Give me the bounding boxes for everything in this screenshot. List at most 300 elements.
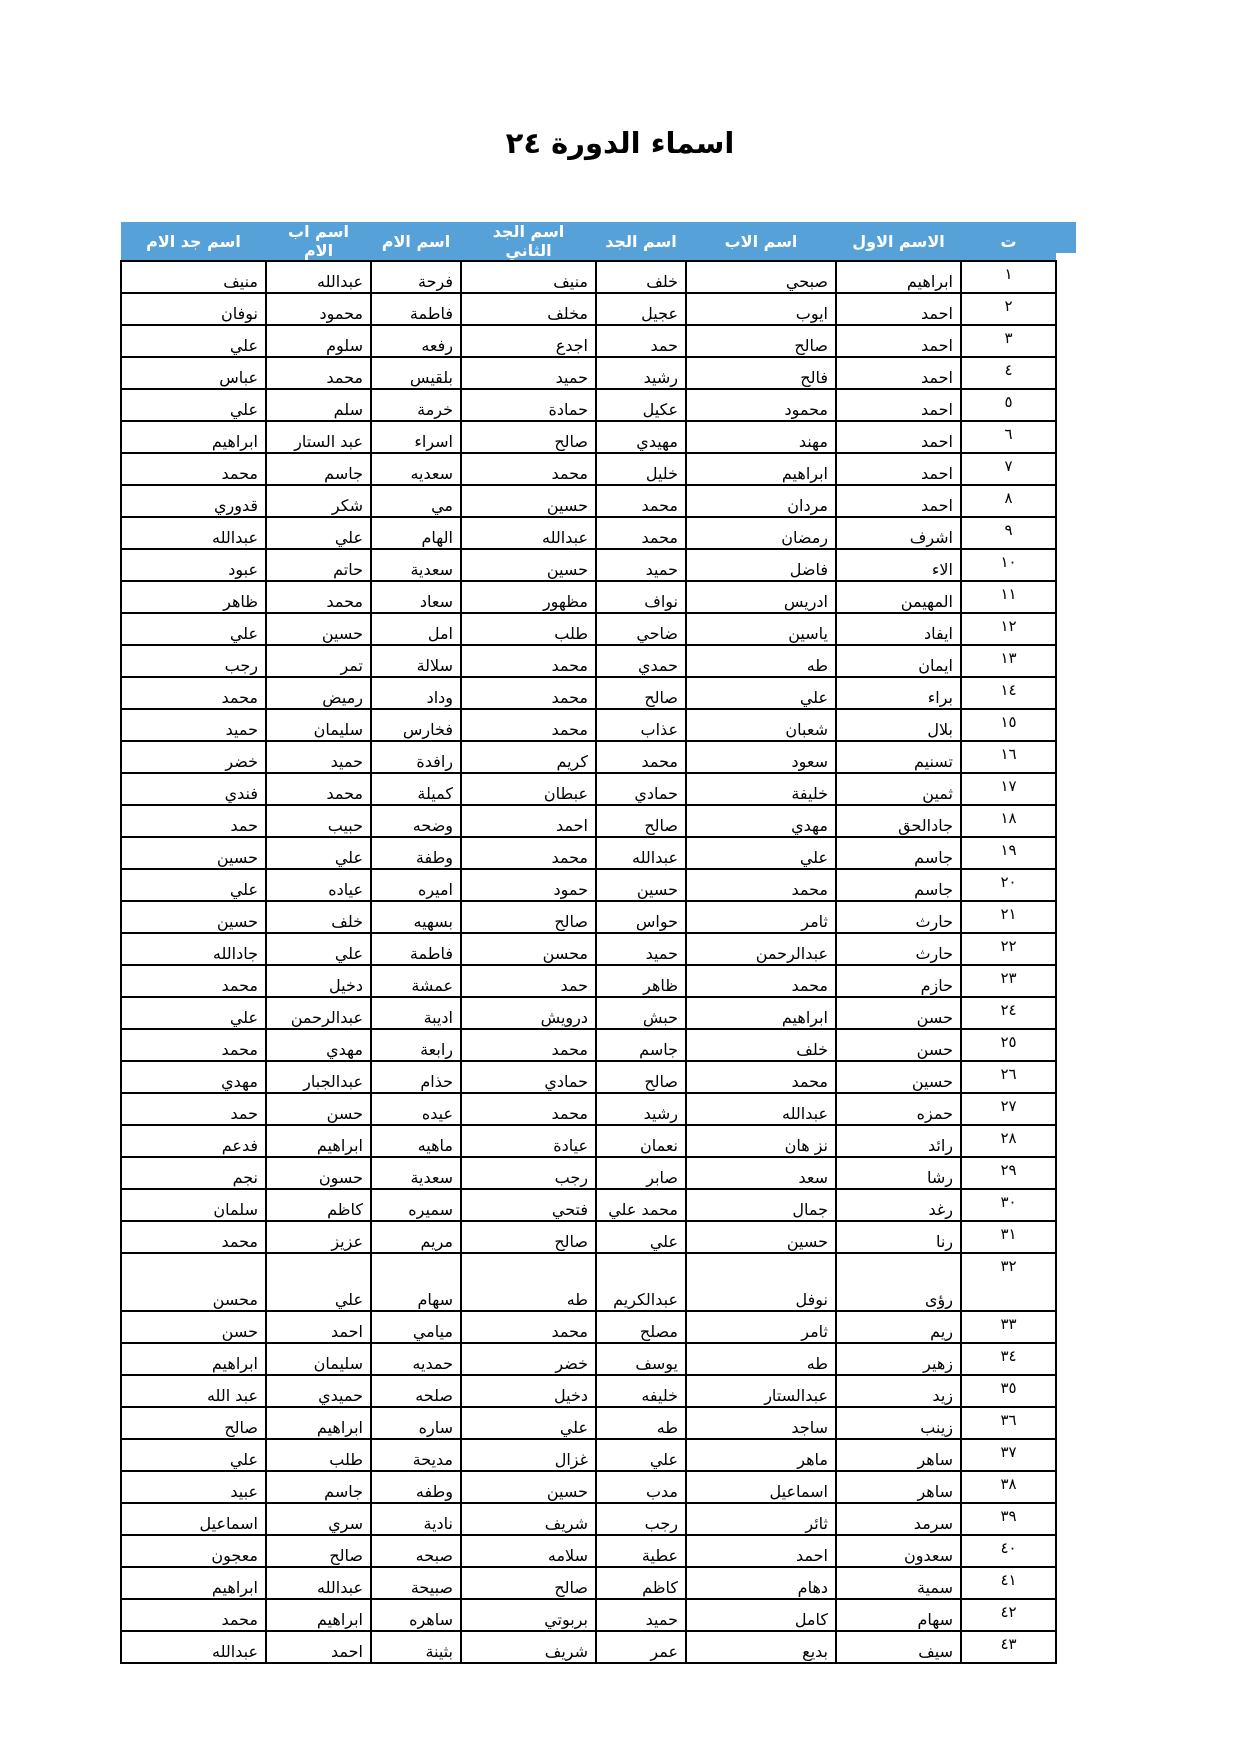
name-cell: خلف (686, 1029, 836, 1061)
name-cell: محمود (686, 389, 836, 421)
table-row (121, 773, 1056, 805)
name-cell: صالح (461, 1221, 596, 1253)
name-cell: سلامه (461, 1535, 596, 1567)
name-cell: بديع (686, 1631, 836, 1663)
serial-cell: ١٧ (961, 773, 1056, 805)
name-cell: حميد (596, 549, 686, 581)
name-cell: محمد (266, 581, 371, 613)
name-cell: فرحة (371, 261, 461, 293)
name-cell: غزال (461, 1439, 596, 1471)
name-cell: عبد الستار (266, 421, 371, 453)
name-cell: صالح (121, 1407, 266, 1439)
column-header-0: ت (961, 222, 1056, 261)
name-cell: رؤى (836, 1253, 961, 1311)
name-cell: مهدي (686, 805, 836, 837)
names-table (120, 222, 1057, 1664)
name-cell: تمر (266, 645, 371, 677)
name-cell: عبود (121, 549, 266, 581)
serial-cell: ٣٤ (961, 1343, 1056, 1375)
name-cell: حميدي (266, 1375, 371, 1407)
name-cell: فخارس (371, 709, 461, 741)
name-cell: حميد (596, 1599, 686, 1631)
name-cell: جادالله (121, 933, 266, 965)
name-cell: عكيل (596, 389, 686, 421)
name-cell: عذاب (596, 709, 686, 741)
name-cell: صالح (461, 901, 596, 933)
serial-cell: ٣ (961, 325, 1056, 357)
name-cell: محمد (121, 677, 266, 709)
name-cell: رشيد (596, 1093, 686, 1125)
name-cell: الهام (371, 517, 461, 549)
name-cell: حواس (596, 901, 686, 933)
serial-cell: ٢٣ (961, 965, 1056, 997)
table-row (121, 1471, 1056, 1503)
name-cell: سعاد (371, 581, 461, 613)
name-cell: علي (266, 837, 371, 869)
name-cell: طه (686, 645, 836, 677)
name-cell: محمد (461, 677, 596, 709)
name-cell: فاضل (686, 549, 836, 581)
name-cell: بلال (836, 709, 961, 741)
name-cell: محمد (461, 837, 596, 869)
name-cell: محمد (461, 1311, 596, 1343)
name-cell: عزيز (266, 1221, 371, 1253)
name-cell: كاظم (266, 1189, 371, 1221)
name-cell: جاسم (266, 453, 371, 485)
name-cell: خضر (121, 741, 266, 773)
name-cell: علي (266, 1253, 371, 1311)
name-cell: ساهر (836, 1471, 961, 1503)
name-cell: سعود (686, 741, 836, 773)
table-row (121, 613, 1056, 645)
name-cell: ثائر (686, 1503, 836, 1535)
name-cell: سليمان (266, 709, 371, 741)
name-cell: احمد (266, 1631, 371, 1663)
name-cell: محمد (686, 869, 836, 901)
name-cell: ابراهيم (121, 1567, 266, 1599)
serial-cell: ١٤ (961, 677, 1056, 709)
name-cell: سري (266, 1503, 371, 1535)
name-cell: حميد (266, 741, 371, 773)
name-cell: رشا (836, 1157, 961, 1189)
serial-cell: ٧ (961, 453, 1056, 485)
serial-cell: ٣١ (961, 1221, 1056, 1253)
name-cell: حبيب (266, 805, 371, 837)
table-header-row (121, 222, 1056, 261)
name-cell: نواف (596, 581, 686, 613)
name-cell: علي (121, 869, 266, 901)
serial-cell: ٢ (961, 293, 1056, 325)
table-row (121, 901, 1056, 933)
name-cell: خليفة (686, 773, 836, 805)
serial-cell: ٣٩ (961, 1503, 1056, 1535)
table-row (121, 1375, 1056, 1407)
name-cell: صالح (686, 325, 836, 357)
name-cell: ابراهيم (686, 997, 836, 1029)
table-row (121, 453, 1056, 485)
name-cell: خليفه (596, 1375, 686, 1407)
serial-cell: ٤ (961, 357, 1056, 389)
name-cell: ماهر (686, 1439, 836, 1471)
table-row (121, 389, 1056, 421)
table-row (121, 1221, 1056, 1253)
name-cell: عبد الله (121, 1375, 266, 1407)
column-header-3: اسم الجد (596, 222, 686, 261)
name-cell: جمال (686, 1189, 836, 1221)
name-cell: علي (596, 1221, 686, 1253)
table-row (121, 1311, 1056, 1343)
name-cell: ظاهر (121, 581, 266, 613)
name-cell: منيف (461, 261, 596, 293)
name-cell: محمد (461, 709, 596, 741)
name-cell: مصلح (596, 1311, 686, 1343)
name-cell: حمادي (461, 1061, 596, 1093)
table-row (121, 1157, 1056, 1189)
name-cell: سلمان (121, 1189, 266, 1221)
table-row (121, 1503, 1056, 1535)
table-row (121, 933, 1056, 965)
name-cell: احمد (686, 1535, 836, 1567)
name-cell: علي (686, 677, 836, 709)
name-cell: ضاحي (596, 613, 686, 645)
name-cell: رافدة (371, 741, 461, 773)
name-cell: حذام (371, 1061, 461, 1093)
name-cell: حارث (836, 901, 961, 933)
name-cell: ابراهيم (686, 453, 836, 485)
name-cell: سعدية (371, 549, 461, 581)
name-cell: حسين (121, 837, 266, 869)
serial-cell: ٢٨ (961, 1125, 1056, 1157)
name-cell: فالح (686, 357, 836, 389)
name-cell: حميد (596, 933, 686, 965)
name-cell: امل (371, 613, 461, 645)
name-cell: عيده (371, 1093, 461, 1125)
name-cell: صبحه (371, 1535, 461, 1567)
name-cell: ساهره (371, 1599, 461, 1631)
name-cell: اسماعيل (121, 1503, 266, 1535)
name-cell: جاسم (836, 869, 961, 901)
name-cell: محمد (461, 645, 596, 677)
name-cell: حمزه (836, 1093, 961, 1125)
page-title: اسماء الدورة ٢٤ (505, 126, 735, 160)
serial-cell: ١ (961, 261, 1056, 293)
name-cell: ياسين (686, 613, 836, 645)
name-cell: ايمان (836, 645, 961, 677)
name-cell: حمدي (596, 645, 686, 677)
name-cell: بثينة (371, 1631, 461, 1663)
serial-cell: ٤٢ (961, 1599, 1056, 1631)
name-cell: سعديه (371, 453, 461, 485)
name-cell: عبدالله (266, 1567, 371, 1599)
name-cell: صبحي (686, 261, 836, 293)
name-cell: ساجد (686, 1407, 836, 1439)
serial-cell: ٣٥ (961, 1375, 1056, 1407)
table-row (121, 1189, 1056, 1221)
name-cell: محسن (461, 933, 596, 965)
name-cell: المهيمن (836, 581, 961, 613)
name-cell: حسن (266, 1093, 371, 1125)
name-cell: نوفل (686, 1253, 836, 1311)
name-cell: حسين (686, 1221, 836, 1253)
serial-cell: ٢٥ (961, 1029, 1056, 1061)
name-cell: علي (121, 1439, 266, 1471)
name-cell: حمد (121, 805, 266, 837)
serial-cell: ١١ (961, 581, 1056, 613)
name-cell: معجون (121, 1535, 266, 1567)
table-row (121, 1631, 1056, 1663)
name-cell: بلقيس (371, 357, 461, 389)
name-cell: محمد (121, 1221, 266, 1253)
name-cell: صالح (461, 421, 596, 453)
name-cell: ابراهيم (121, 1343, 266, 1375)
name-cell: ابراهيم (266, 1599, 371, 1631)
name-cell: ثامر (686, 1311, 836, 1343)
name-cell: احمد (836, 389, 961, 421)
name-cell: مي (371, 485, 461, 517)
name-cell: دهام (686, 1567, 836, 1599)
name-cell: سلم (266, 389, 371, 421)
serial-cell: ٣٢ (961, 1253, 1056, 1311)
name-cell: سرمد (836, 1503, 961, 1535)
name-cell: محمد (596, 517, 686, 549)
name-cell: حمود (461, 869, 596, 901)
serial-cell: ٢٦ (961, 1061, 1056, 1093)
name-cell: احمد (266, 1311, 371, 1343)
name-cell: محسن (121, 1253, 266, 1311)
name-cell: عبدالله (596, 837, 686, 869)
name-cell: سلالة (371, 645, 461, 677)
name-cell: محمد (686, 1061, 836, 1093)
column-header-7: اسم جد الام (121, 222, 266, 261)
name-cell: مريم (371, 1221, 461, 1253)
name-cell: عبطان (461, 773, 596, 805)
name-cell: رائد (836, 1125, 961, 1157)
table-row (121, 325, 1056, 357)
name-cell: علي (461, 1407, 596, 1439)
name-cell: ايوب (686, 293, 836, 325)
name-cell: احمد (836, 485, 961, 517)
name-cell: محمد (596, 485, 686, 517)
name-cell: عبدالله (461, 517, 596, 549)
header-band-extension (1055, 222, 1076, 253)
name-cell: بسهيه (371, 901, 461, 933)
name-cell: حمد (596, 325, 686, 357)
name-cell: حسين (121, 901, 266, 933)
name-cell: طه (686, 1343, 836, 1375)
name-cell: عبدالله (121, 1631, 266, 1663)
serial-cell: ٢٩ (961, 1157, 1056, 1189)
name-cell: ثمين (836, 773, 961, 805)
serial-cell: ٤١ (961, 1567, 1056, 1599)
name-cell: خليل (596, 453, 686, 485)
name-cell: زهير (836, 1343, 961, 1375)
name-cell: احمد (836, 357, 961, 389)
name-cell: صالح (596, 805, 686, 837)
table-row (121, 1093, 1056, 1125)
name-cell: سعد (686, 1157, 836, 1189)
name-cell: سيف (836, 1631, 961, 1663)
name-cell: ساره (371, 1407, 461, 1439)
table-row (121, 997, 1056, 1029)
name-cell: احمد (836, 325, 961, 357)
name-cell: ادريس (686, 581, 836, 613)
name-cell: منيف (121, 261, 266, 293)
serial-cell: ٢٠ (961, 869, 1056, 901)
table-row (121, 1061, 1056, 1093)
name-cell: شعبان (686, 709, 836, 741)
serial-cell: ٣٦ (961, 1407, 1056, 1439)
name-cell: رنا (836, 1221, 961, 1253)
name-cell: كامل (686, 1599, 836, 1631)
name-cell: سلوم (266, 325, 371, 357)
name-cell: محمد (121, 453, 266, 485)
serial-cell: ٥ (961, 389, 1056, 421)
name-cell: محمد (121, 965, 266, 997)
name-cell: سليمان (266, 1343, 371, 1375)
name-cell: نجم (121, 1157, 266, 1189)
name-cell: جاسم (596, 1029, 686, 1061)
name-cell: رغد (836, 1189, 961, 1221)
name-cell: عباس (121, 357, 266, 389)
table-row (121, 741, 1056, 773)
name-cell: نادية (371, 1503, 461, 1535)
serial-cell: ١٢ (961, 613, 1056, 645)
name-cell: محمد (686, 965, 836, 997)
name-cell: وطفة (371, 837, 461, 869)
column-header-2: اسم الاب (686, 222, 836, 261)
serial-cell: ٨ (961, 485, 1056, 517)
serial-cell: ٤٣ (961, 1631, 1056, 1663)
name-cell: حارث (836, 933, 961, 965)
name-cell: سميره (371, 1189, 461, 1221)
name-cell: فتحي (461, 1189, 596, 1221)
name-cell: اديبة (371, 997, 461, 1029)
name-cell: دخيل (266, 965, 371, 997)
name-cell: فاطمة (371, 293, 461, 325)
name-cell: طلب (266, 1439, 371, 1471)
name-cell: خرمة (371, 389, 461, 421)
name-cell: مخلف (461, 293, 596, 325)
name-cell: براء (836, 677, 961, 709)
name-cell: سهام (371, 1253, 461, 1311)
name-cell: بربوتي (461, 1599, 596, 1631)
table-row (121, 581, 1056, 613)
name-cell: ميامي (371, 1311, 461, 1343)
column-header-4: اسم الجد الثاني (461, 222, 596, 261)
name-cell: رجب (596, 1503, 686, 1535)
name-cell: حمادة (461, 389, 596, 421)
name-cell: نعمان (596, 1125, 686, 1157)
name-cell: مردان (686, 485, 836, 517)
name-cell: رشيد (596, 357, 686, 389)
name-cell: مهيدي (596, 421, 686, 453)
name-cell: سعدون (836, 1535, 961, 1567)
name-cell: اسراء (371, 421, 461, 453)
name-cell: درويش (461, 997, 596, 1029)
name-cell: حميد (461, 357, 596, 389)
name-cell: مظهور (461, 581, 596, 613)
name-cell: خضر (461, 1343, 596, 1375)
name-cell: عبدالستار (686, 1375, 836, 1407)
name-cell: رجب (121, 645, 266, 677)
name-cell: محمد (596, 741, 686, 773)
name-cell: عمشة (371, 965, 461, 997)
name-cell: صالح (266, 1535, 371, 1567)
serial-cell: ١٦ (961, 741, 1056, 773)
table-row (121, 869, 1056, 901)
name-cell: محمد (461, 1093, 596, 1125)
name-cell: صابر (596, 1157, 686, 1189)
name-cell: صالح (596, 677, 686, 709)
name-cell: سعدية (371, 1157, 461, 1189)
name-cell: اشرف (836, 517, 961, 549)
name-cell: حسين (461, 1471, 596, 1503)
name-cell: حاتم (266, 549, 371, 581)
table-row (121, 1535, 1056, 1567)
name-cell: طه (461, 1253, 596, 1311)
name-cell: مديحة (371, 1439, 461, 1471)
name-cell: محمد (461, 1029, 596, 1061)
name-cell: شكر (266, 485, 371, 517)
name-cell: عبدالجبار (266, 1061, 371, 1093)
name-cell: تسنيم (836, 741, 961, 773)
name-cell: علي (121, 997, 266, 1029)
name-cell: ابراهيم (266, 1407, 371, 1439)
name-cell: كاظم (596, 1567, 686, 1599)
serial-cell: ٣٧ (961, 1439, 1056, 1471)
name-cell: شريف (461, 1631, 596, 1663)
name-cell: علي (266, 933, 371, 965)
table-row (121, 1567, 1056, 1599)
name-cell: عبدالله (686, 1093, 836, 1125)
name-cell: رفعه (371, 325, 461, 357)
name-cell: حسون (266, 1157, 371, 1189)
name-cell: حسين (836, 1061, 961, 1093)
name-cell: حسين (461, 485, 596, 517)
name-cell: زيد (836, 1375, 961, 1407)
table-row (121, 293, 1056, 325)
table-row (121, 357, 1056, 389)
name-cell: ابراهيم (266, 1125, 371, 1157)
serial-cell: ٩ (961, 517, 1056, 549)
name-cell: خلف (266, 901, 371, 933)
name-cell: اميره (371, 869, 461, 901)
name-cell: محمد علي (596, 1189, 686, 1221)
name-cell: علي (121, 389, 266, 421)
name-cell: مهند (686, 421, 836, 453)
name-cell: فندي (121, 773, 266, 805)
table-row (121, 485, 1056, 517)
name-cell: صلحه (371, 1375, 461, 1407)
name-cell: مهدي (266, 1029, 371, 1061)
name-cell: حسين (596, 869, 686, 901)
name-cell: عبيد (121, 1471, 266, 1503)
column-header-1: الاسم الاول (836, 222, 961, 261)
table-row (121, 1029, 1056, 1061)
table-row (121, 261, 1056, 293)
name-cell: ماهيه (371, 1125, 461, 1157)
name-cell: جاسم (266, 1471, 371, 1503)
name-cell: سهام (836, 1599, 961, 1631)
table-row (121, 517, 1056, 549)
name-cell: حسن (836, 997, 961, 1029)
column-header-5: اسم الام (371, 222, 461, 261)
name-cell: ابراهيم (836, 261, 961, 293)
name-cell: الاء (836, 549, 961, 581)
serial-cell: ٦ (961, 421, 1056, 453)
name-cell: علي (686, 837, 836, 869)
name-cell: محمود (266, 293, 371, 325)
